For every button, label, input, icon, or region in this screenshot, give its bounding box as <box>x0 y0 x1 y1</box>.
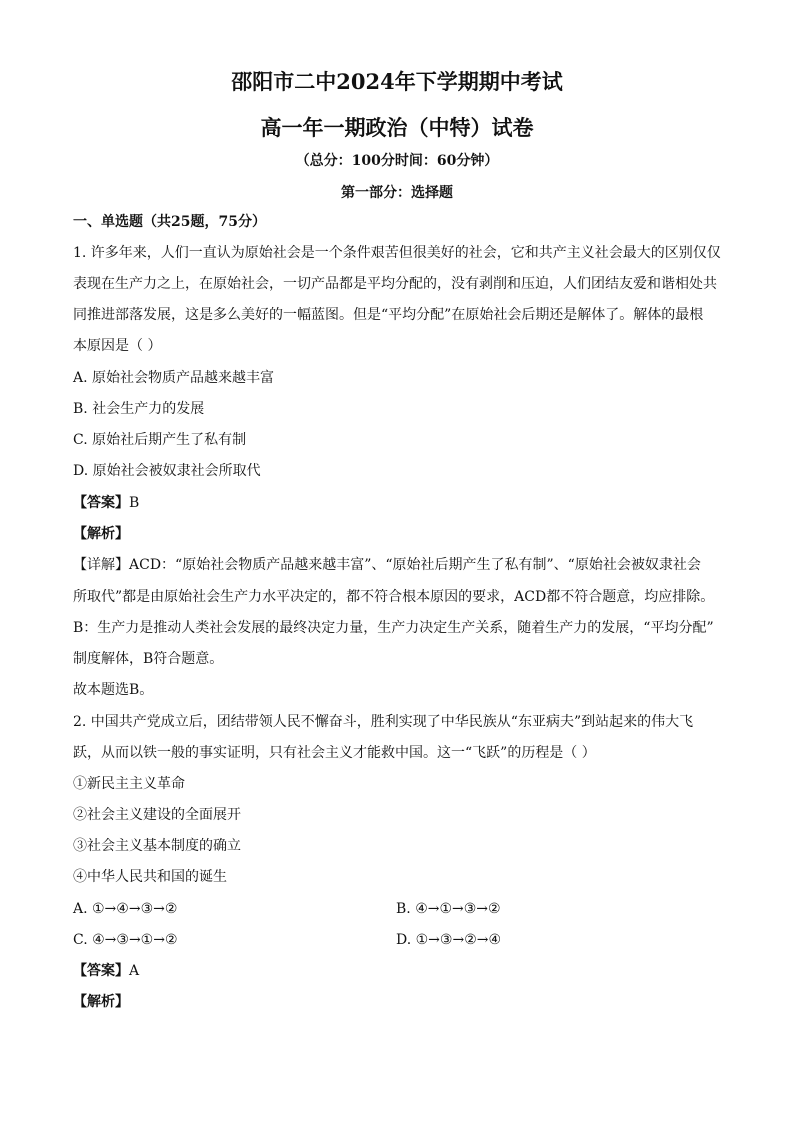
q1-analysis-label: 【解析】 <box>73 526 129 542</box>
q2-stem-line: 2. 中国共产党成立后，团结带领人民不懈奋斗，胜利实现了中华民族从“东亚病夫”到站起来的伟大飞 <box>73 714 694 730</box>
q1-detail-line: B：生产力是推动人类社会发展的最终决定力量，生产力决定生产关系，随着生产力的发展，“平均分配” <box>73 620 714 636</box>
q2-stem-line: 跃，从而以铁一般的事实证明，只有社会主义才能救中国。这一“飞跃”的历程是（ ） <box>73 745 596 761</box>
q1-option-b: B. 社会生产力的发展 <box>73 401 205 417</box>
exam-title: 邵阳市二中2024年下学期期中考试 <box>231 69 563 94</box>
q1-option-d: D. 原始社会被奴隶社会所取代 <box>73 463 261 479</box>
exam-subtitle: 高一年一期政治（中特）试卷 <box>260 115 534 140</box>
q1-stem-line: 表现在生产力之上，在原始社会，一切产品都是平均分配的，没有剥削和压迫，人们团结友爱和谐相处共 <box>73 276 717 292</box>
q1-answer <box>73 494 139 512</box>
q1-detail-line: 【详解】ACD：“原始社会物质产品越来越丰富”、“原始社后期产生了私有制”、“原始社会被奴隶社会 <box>73 557 701 573</box>
q1-stem-line: 1. 许多年来，人们一直认为原始社会是一个条件艰苦但很美好的社会，它和共产主义社会最大的区别仅仅 <box>73 245 721 261</box>
q2-option-d: D. ①→③→②→④ <box>396 932 502 948</box>
q2-analysis-label: 【解析】 <box>73 994 129 1010</box>
answer-label: 【答案】 <box>73 963 129 979</box>
q2-item: ③社会主义基本制度的确立 <box>73 838 241 854</box>
answer-label: 【答案】 <box>73 495 129 511</box>
q1-detail-line: 故本题选B。 <box>73 682 154 698</box>
q2-option-b: B. ④→①→③→② <box>396 901 501 917</box>
score-info: （总分：100分时间：60分钟） <box>295 153 499 169</box>
q1-option-a: A. 原始社会物质产品越来越丰富 <box>73 370 275 386</box>
answer-value: B <box>129 495 140 511</box>
q1-detail-line: 制度解体，B符合题意。 <box>73 651 224 667</box>
q1-option-c: C. 原始社后期产生了私有制 <box>73 432 247 448</box>
q2-option-c: C. ④→③→①→② <box>73 932 178 948</box>
q1-stem-line: 本原因是（ ） <box>73 338 162 354</box>
q2-option-a: A. ①→④→③→② <box>73 901 178 917</box>
part-heading: 第一部分：选择题 <box>341 185 453 201</box>
section-heading: 一、单选题（共25题，75分） <box>73 214 266 230</box>
answer-value: A <box>129 963 140 979</box>
q2-item: ④中华人民共和国的诞生 <box>73 869 227 885</box>
q2-answer <box>73 962 139 980</box>
q1-detail-line: 所取代”都是由原始社会生产力水平决定的，都不符合根本原因的要求，ACD都不符合题意，均应排除。 <box>73 589 715 605</box>
q2-item: ①新民主主义革命 <box>73 776 185 792</box>
q1-stem-line: 同推进部落发展，这是多么美好的一幅蓝图。但是“平均分配”在原始社会后期还是解体了。解体的最根 <box>73 307 704 323</box>
q2-item: ②社会主义建设的全面展开 <box>73 807 241 823</box>
